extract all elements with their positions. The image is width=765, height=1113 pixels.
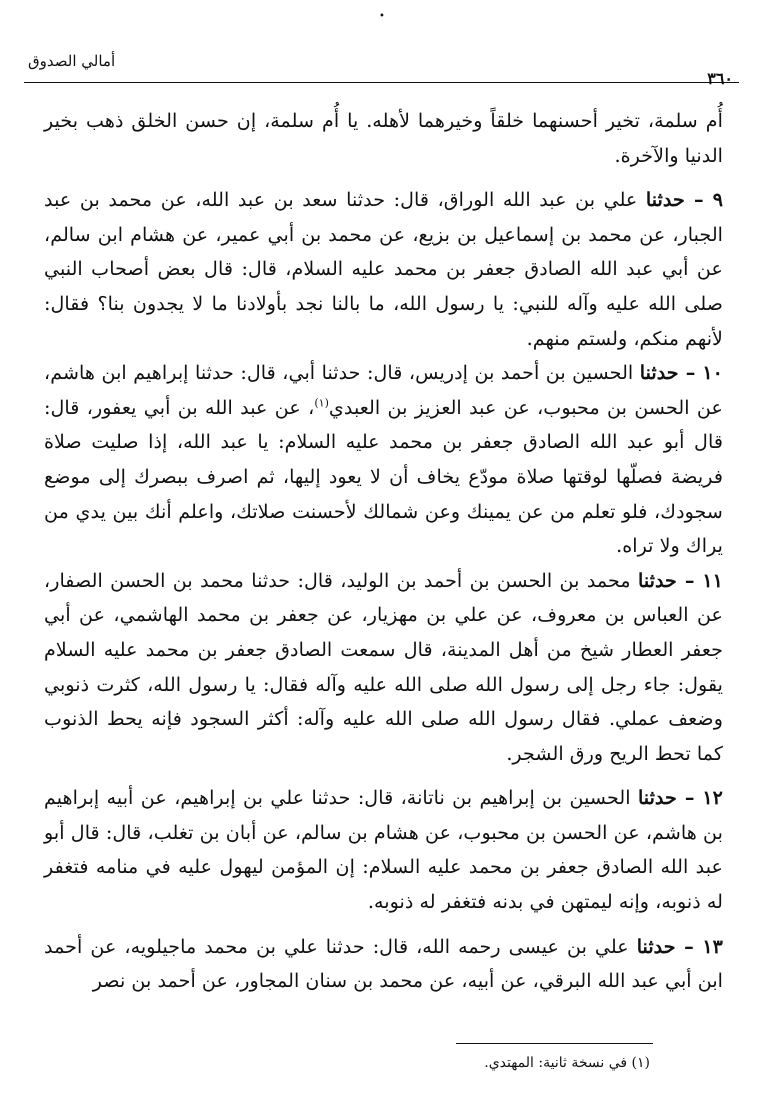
hadith-number: ١٣ – [675,934,723,958]
hadith-number: ١١ – [676,568,723,592]
hadith-number: ١٠ – [678,361,723,385]
hadith-paragraph-9 [44,183,723,356]
paragraph-text: محمد بن الحسن بن أحمد بن الوليد، قال: حدثنا محمد بن الحسن الصفار، عن العباس بن معروف، عن علي بن مهزيار، عن جعفر بن محمد الهاشمي، عن أبي جعفر العطار شيخ من أهل المدينة، قال سمعت الصادق جعفر بن محمد عليه السلام يقول: جاء رجل إلى رسول الله صلى الله عليه وآله فقال: يا رسول الله، كثرت ذنوبي وضعف عملي. فقال رسول الله صلى الله عليه وآله: أكثر السجود فإنه يحط الذنوب كما تحط الريح ورق الشجر. [44,568,723,765]
paragraph-text: الحسين بن إبراهيم بن ناتانة، قال: حدثنا علي بن إبراهيم، عن أبيه إبراهيم بن هاشم، عن الحسن بن محبوب، عن هشام بن سالم، عن أبان بن تغلب، قال: قال أبو عبد الله الصادق جعفر بن محمد عليه السلام: إن المؤمن ليهول عليه في منامه فتغفر له ذنوبه، وإنه ليمتهن في بدنه فتغفر له ذنوبه. [44,786,723,914]
running-header [24,50,739,88]
footnote-ref[interactable]: (١) [314,396,329,410]
paragraph-continuation [44,104,723,173]
hadith-lead: حدثنا [639,361,679,385]
footnote: (١) في نسخة ثانية: المهتدي. [484,1055,650,1071]
hadith-number: ٩ – [684,188,723,212]
hadith-number: ١٢ – [676,786,723,810]
page-body [44,104,723,999]
book-title: أمالي الصدوق [28,52,116,70]
paragraph-text: علي بن عيسى رحمه الله، قال: حدثنا علي بن محمد ماجيلويه، عن أحمد ابن أبي عبد الله البرقي، عن أبيه، عن محمد بن سنان المجاور، عن أحمد بن نصر [44,934,723,993]
hadith-lead: حدثنا [637,786,677,810]
page-number: ٣٦٠ [707,69,733,88]
hadith-paragraph-10 [44,356,723,564]
paragraph-text: علي بن عبد الله الوراق، قال: حدثنا سعد بن عبد الله، عن محمد بن عبد الجبار، عن محمد بن إسماعيل بن بزيع، عن محمد بن أبي عمير، عن هشام ابن سالم، عن أبي عبد الله الصادق جعفر بن محمد عليه السلام، قال: قال بعض أصحاب النبي صلى الله عليه وآله للنبي: يا رسول الله، ما بالنا نجد بأولادنا ما لا يجدون بنا؟ فقال: لأنهم منكم، ولستم منهم. [44,188,723,350]
hadith-lead: حدثنا [636,934,676,958]
hadith-paragraph-11 [44,564,723,772]
hadith-paragraph-12 [44,781,723,919]
hadith-lead: حدثنا [638,568,677,592]
hadith-lead: حدثنا [645,188,685,212]
paragraph-text-continued: ، عن عبد الله بن أبي يعفور، قال: قال أبو عبد الله الصادق جعفر بن محمد عليه السلام: يا عبد الله، إذا صليت صلاة فريضة فصلّها لوقتها صلاة مودّع يخاف أن لا يعود إليها، ثم اصرف ببصرك إلى موضع سجودك، فلو تعلم من عن يمينك وعن شمالك لأحسنت صلاتك، واعلم أنك بين يدي من يراك ولا تراه. [44,395,723,558]
top-ornament: • [379,11,385,22]
paragraph-text: أُم سلمة، تخير أحسنهما خلقاً وخيرهما لأهله. يا أُم سلمة، إن حسن الخلق ذهب بخير الدنيا والآخرة. [44,109,723,167]
paragraph-text: الحسين بن أحمد بن إدريس، قال: حدثنا أبي، قال: حدثنا إبراهيم ابن هاشم، عن الحسن بن محبوب، عن عبد العزيز بن العبدي [44,361,723,419]
hadith-paragraph-13 [44,930,723,999]
footnote-divider [456,1043,653,1044]
